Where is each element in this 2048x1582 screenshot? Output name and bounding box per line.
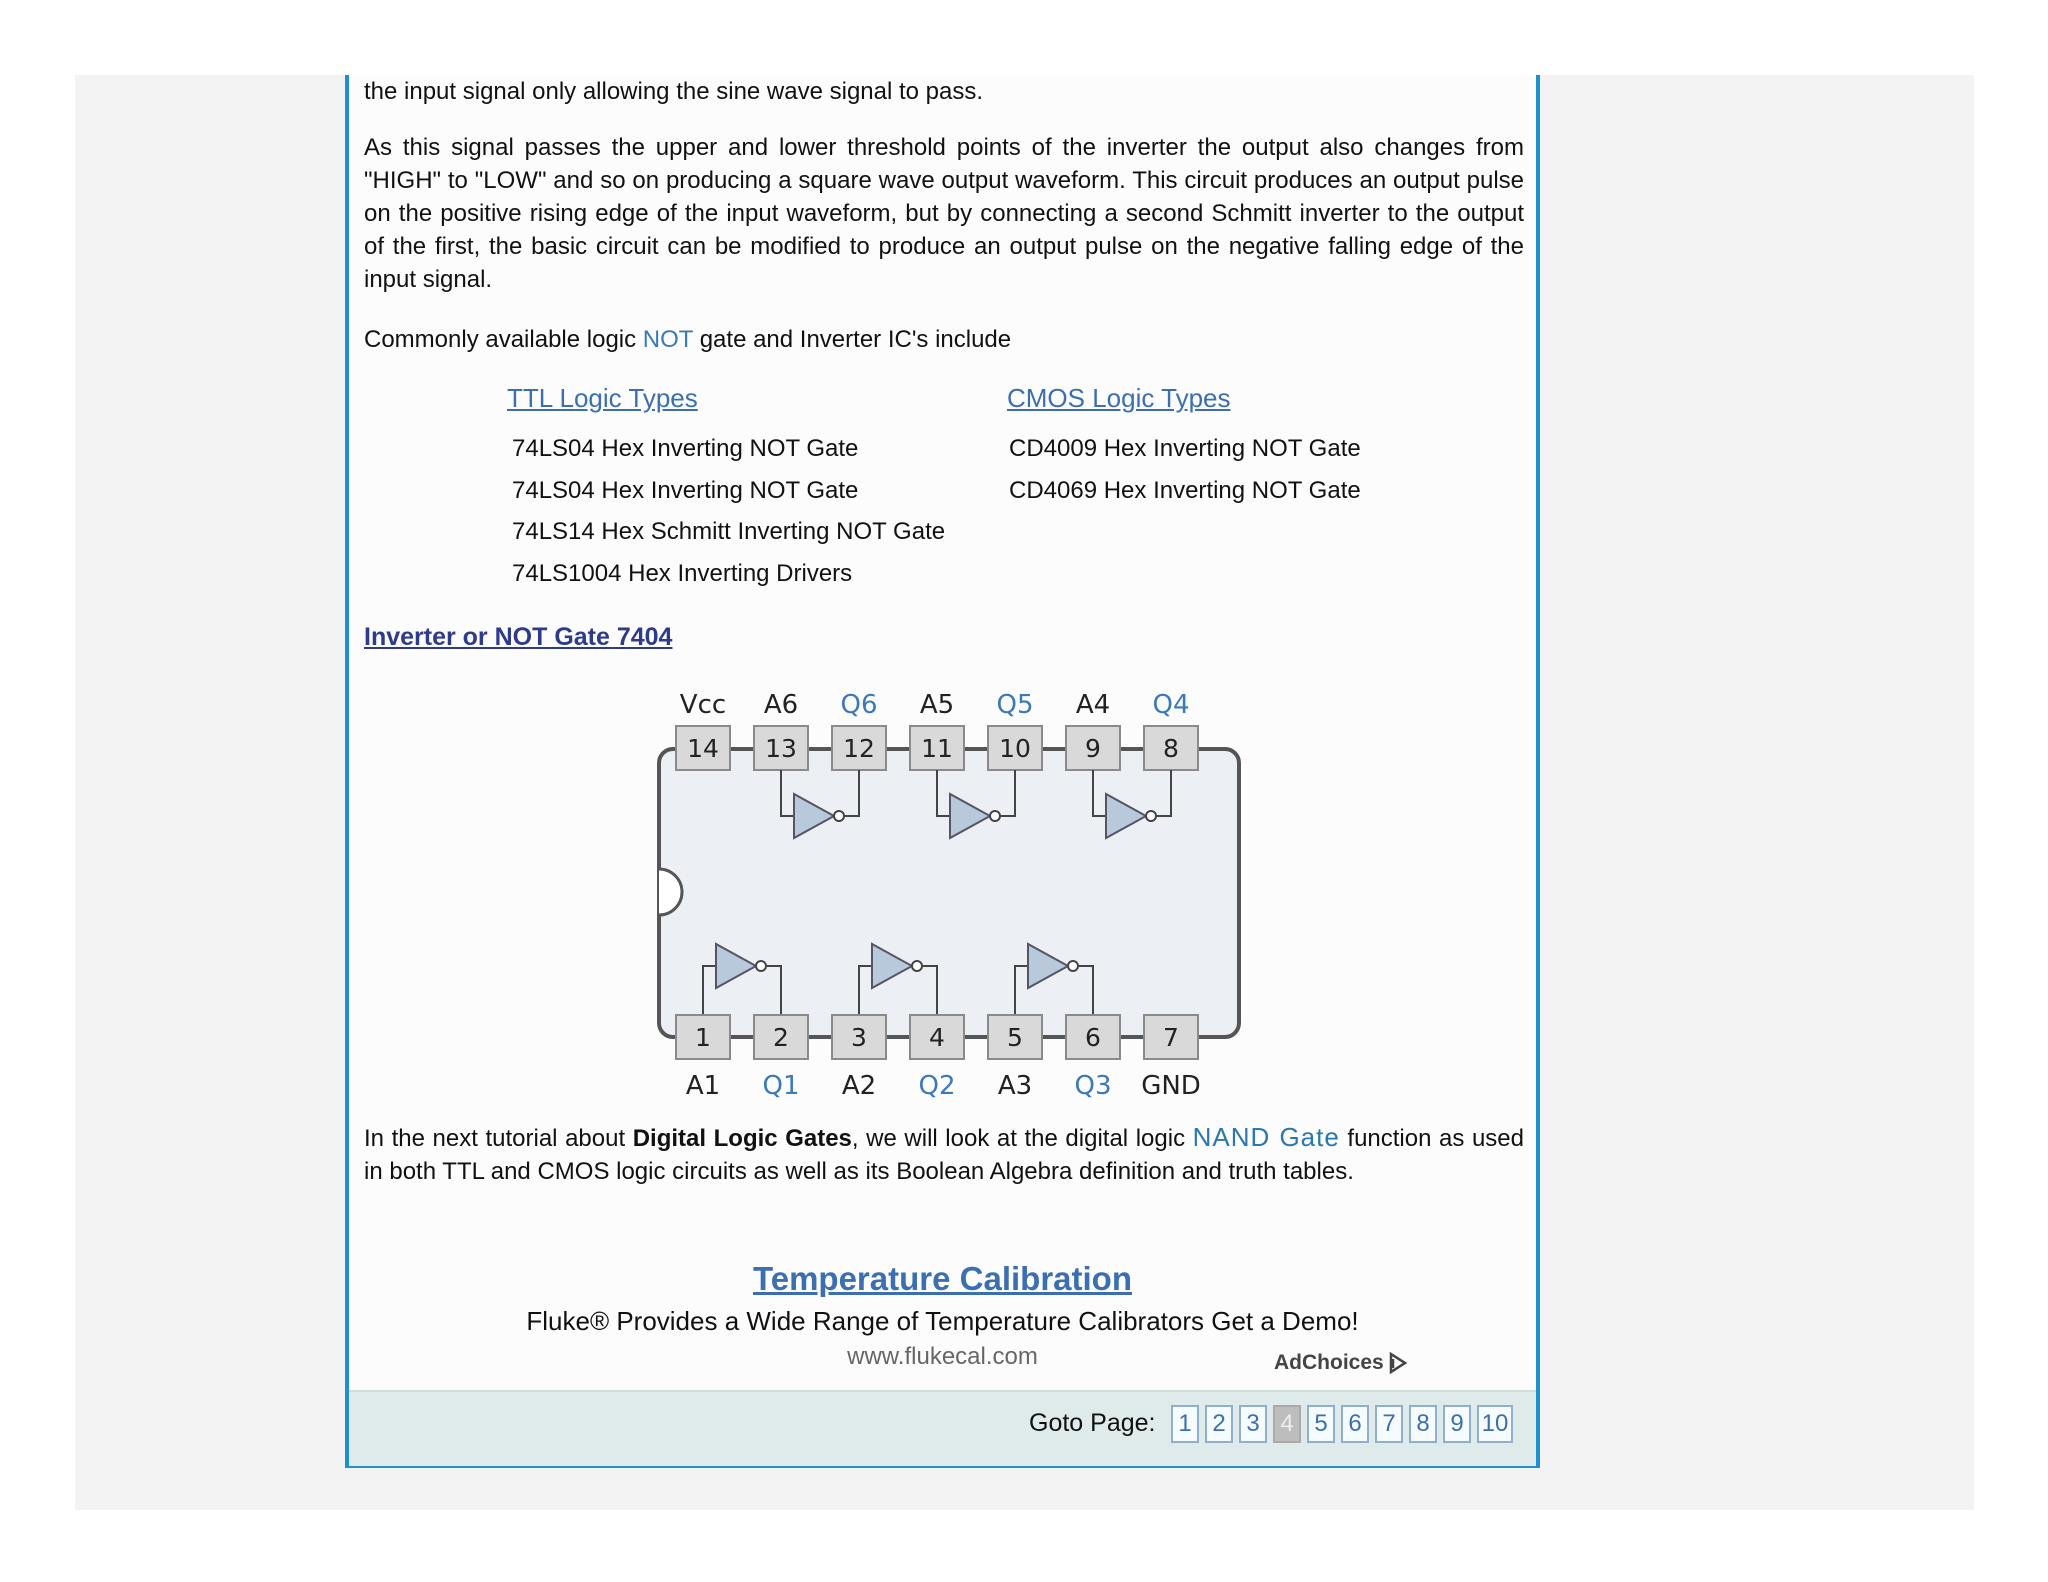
next-prefix: In the next tutorial about: [364, 1125, 633, 1152]
page-link-8[interactable]: 8: [1409, 1405, 1437, 1443]
pin-label: A4: [1075, 690, 1111, 720]
page-link-6[interactable]: 6: [1341, 1405, 1369, 1443]
pin-label: Q2: [918, 1071, 956, 1101]
digital-logic-gates-bold: Digital Logic Gates: [632, 1125, 852, 1152]
pin-number: 7: [1163, 1023, 1179, 1052]
pin-label: Q3: [1074, 1071, 1112, 1101]
page-link-1[interactable]: 1: [1171, 1405, 1199, 1443]
pagination-bar: [349, 1390, 1536, 1466]
pin-label: Q5: [996, 690, 1034, 720]
cmos-logic-types-link[interactable]: CMOS Logic Types: [1007, 383, 1231, 413]
page-link-9[interactable]: 9: [1443, 1405, 1471, 1443]
ttl-item: 74LS1004 Hex Inverting Drivers: [512, 560, 853, 587]
cmos-item: CD4009 Hex Inverting NOT Gate: [1009, 435, 1361, 462]
cmos-item: CD4069 Hex Inverting NOT Gate: [1009, 477, 1361, 504]
next-tutorial-text: [364, 1121, 1524, 1188]
pin-number: 5: [1007, 1023, 1023, 1052]
page-link-3[interactable]: 3: [1239, 1405, 1267, 1443]
pin-label: Q1: [762, 1071, 800, 1101]
pin-label: A6: [763, 690, 799, 720]
nand-gate-link[interactable]: NAND Gate: [1192, 1122, 1340, 1152]
not-gate-link[interactable]: NOT: [642, 326, 694, 353]
pager: [1171, 1405, 1513, 1443]
adchoices-button[interactable]: [1274, 1351, 1408, 1375]
content-panel: [345, 75, 1540, 1468]
pin-number: 10: [999, 734, 1031, 763]
pin-number: 14: [687, 734, 719, 763]
adchoices-label: AdChoices: [1274, 1351, 1384, 1374]
section-title-link[interactable]: Inverter or NOT Gate 7404: [364, 623, 673, 651]
ad-text: Fluke® Provides a Wide Range of Temperature Calibrators Get a Demo!: [526, 1306, 1359, 1336]
pin-number: 6: [1085, 1023, 1101, 1052]
pin-number: 12: [843, 734, 875, 763]
ttl-item: 74LS04 Hex Inverting NOT Gate: [512, 435, 859, 462]
ad-title-link[interactable]: Temperature Calibration: [753, 1260, 1132, 1297]
pin-label: A1: [685, 1071, 721, 1101]
pin-number: 1: [695, 1023, 711, 1052]
pin-label: A2: [841, 1071, 877, 1101]
pin-number: 4: [929, 1023, 945, 1052]
pin-number: 11: [921, 734, 953, 763]
intro-text: the input signal only allowing the sine wave signal to pass.: [364, 78, 984, 105]
pin-label: Q4: [1152, 690, 1190, 720]
ic-7404-pinout-diagram: [649, 679, 1249, 1179]
pin-number: 8: [1163, 734, 1179, 763]
page-link-10[interactable]: 10: [1477, 1405, 1513, 1443]
ttl-logic-types-link[interactable]: TTL Logic Types: [507, 383, 698, 413]
commonly-suffix: gate and Inverter IC's include: [693, 326, 1012, 353]
pin-label: GND: [1141, 1071, 1201, 1101]
ic-body: [659, 749, 1239, 1037]
threshold-paragraph: As this signal passes the upper and lower threshold points of the inverter the output also changes from "HIGH" to "LOW" and so on producing a square wave output waveform. This circuit produces an output pulse on the positive rising edge of the input waveform, but by connecting a second Schmitt inverter to the output of the first, the basic circuit can be modified to produce an output pulse on the negative falling edge of the input signal.: [364, 134, 1524, 293]
commonly-available-text: [364, 323, 1524, 356]
ad-url-link[interactable]: www.flukecal.com: [847, 1343, 1038, 1370]
pin-label: Vcc: [679, 690, 727, 720]
page-link-7[interactable]: 7: [1375, 1405, 1403, 1443]
pin-label: A3: [997, 1071, 1033, 1101]
next-middle: , we will look at the digital logic: [851, 1125, 1193, 1152]
pin-label: Q6: [840, 690, 878, 720]
goto-page-label: Goto Page:: [1029, 1409, 1156, 1437]
pin-number: 9: [1085, 734, 1101, 763]
pin-number: 13: [765, 734, 797, 763]
ttl-item: 74LS14 Hex Schmitt Inverting NOT Gate: [512, 518, 946, 545]
next-suffix: function as used in both TTL and CMOS logic circuits as well as its Boolean Algebra definition and truth tables.: [364, 1125, 1524, 1185]
page-link-5[interactable]: 5: [1307, 1405, 1335, 1443]
ttl-item: 74LS04 Hex Inverting NOT Gate: [512, 477, 859, 504]
commonly-prefix: Commonly available logic: [364, 326, 643, 353]
pin-label: A5: [919, 690, 955, 720]
page-link-2[interactable]: 2: [1205, 1405, 1233, 1443]
page-link-4-current[interactable]: 4: [1273, 1405, 1301, 1443]
adchoices-icon: [1388, 1352, 1408, 1374]
pin-number: 3: [851, 1023, 867, 1052]
pin-number: 2: [773, 1023, 789, 1052]
